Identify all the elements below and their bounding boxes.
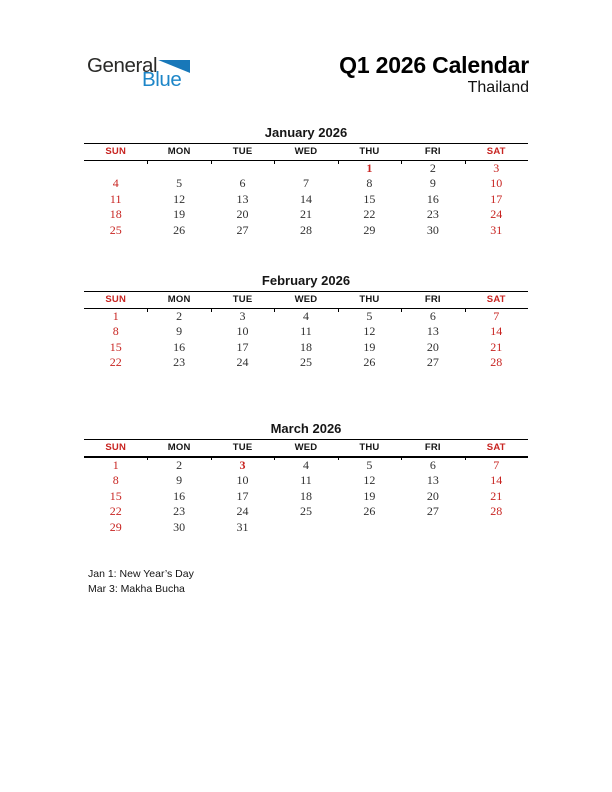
weekday-header: SAT xyxy=(486,294,506,306)
date-cell: 8 xyxy=(112,473,119,488)
weekday-header: SUN xyxy=(105,294,127,306)
date-cell: 26 xyxy=(363,355,376,370)
week-row xyxy=(84,473,528,489)
date-cell: 17 xyxy=(236,339,249,354)
weekday-header: MON xyxy=(167,146,191,158)
month-january xyxy=(84,124,528,238)
column-tick xyxy=(401,456,402,460)
date-cell: 12 xyxy=(363,324,376,339)
month-grid xyxy=(84,439,528,535)
date-cell: 21 xyxy=(299,207,312,222)
date-cell: 20 xyxy=(426,339,439,354)
date-cell: 12 xyxy=(363,473,376,488)
date-cell: 22 xyxy=(363,207,376,222)
date-cell: 7 xyxy=(493,457,500,472)
date-cell: 31 xyxy=(490,222,503,237)
date-cell: 10 xyxy=(236,473,249,488)
month-march xyxy=(84,420,528,535)
date-cell: 11 xyxy=(109,191,122,206)
column-tick xyxy=(147,308,148,312)
date-cell: 29 xyxy=(363,222,376,237)
date-cell: 8 xyxy=(366,176,373,191)
date-cell: 11 xyxy=(300,473,312,488)
date-cell: 30 xyxy=(173,519,186,534)
date-cell: 18 xyxy=(299,339,312,354)
date-cell: 18 xyxy=(109,207,122,222)
weekday-header: WED xyxy=(294,146,318,158)
weekday-header-row xyxy=(84,440,528,458)
date-cell: 23 xyxy=(426,207,439,222)
week-row xyxy=(84,458,528,474)
month-grid xyxy=(84,291,528,371)
weekday-header-row xyxy=(84,292,528,309)
column-tick xyxy=(465,456,466,460)
date-cell: 6 xyxy=(429,457,436,472)
date-cell: 14 xyxy=(490,473,503,488)
month-title: March 2026 xyxy=(270,421,342,436)
weekday-header: FRI xyxy=(424,442,441,454)
date-cell: 21 xyxy=(490,339,503,354)
date-cell: 17 xyxy=(236,488,249,503)
date-cell: 3 xyxy=(239,308,246,323)
weekday-header: SAT xyxy=(486,442,506,454)
month-title: February 2026 xyxy=(261,273,351,288)
weekday-header: WED xyxy=(294,294,318,306)
column-tick xyxy=(465,160,466,164)
weekday-header: THU xyxy=(359,442,380,454)
date-cell: 15 xyxy=(109,488,122,503)
week-row xyxy=(84,176,528,192)
week-row xyxy=(84,324,528,340)
column-tick xyxy=(211,456,212,460)
week-row xyxy=(84,340,528,356)
date-cell: 24 xyxy=(236,355,249,370)
date-cell: 19 xyxy=(363,488,376,503)
column-tick xyxy=(274,160,275,164)
column-tick xyxy=(465,308,466,312)
date-cell: 5 xyxy=(366,308,373,323)
column-tick xyxy=(401,308,402,312)
month-february xyxy=(84,272,528,371)
date-cell: 22 xyxy=(109,504,122,519)
weekday-header-row xyxy=(84,144,528,161)
column-tick xyxy=(147,456,148,460)
holiday-note: Jan 1: New Year’s Day xyxy=(88,568,194,580)
date-cell: 27 xyxy=(426,504,439,519)
date-cell: 13 xyxy=(236,191,249,206)
date-cell: 1 xyxy=(366,160,373,175)
weekday-header: TUE xyxy=(232,146,253,158)
date-cell: 2 xyxy=(176,457,183,472)
date-cell: 23 xyxy=(173,355,186,370)
date-cell: 5 xyxy=(366,457,373,472)
date-cell: 20 xyxy=(236,207,249,222)
date-cell: 2 xyxy=(176,308,183,323)
column-tick xyxy=(211,160,212,164)
week-row xyxy=(84,504,528,520)
date-cell: 9 xyxy=(176,324,183,339)
date-cell: 21 xyxy=(490,488,503,503)
week-row xyxy=(84,309,528,325)
page-subtitle: Thailand xyxy=(467,79,529,96)
weekday-header: FRI xyxy=(424,294,441,306)
weekday-header: WED xyxy=(294,442,318,454)
logo-text-general: General xyxy=(87,54,158,77)
month-title: January 2026 xyxy=(264,125,348,140)
date-cell: 7 xyxy=(302,176,309,191)
date-cell: 14 xyxy=(490,324,503,339)
date-cell: 19 xyxy=(363,339,376,354)
date-cell: 10 xyxy=(490,176,503,191)
date-cell: 3 xyxy=(493,160,500,175)
date-cell: 9 xyxy=(429,176,436,191)
date-cell: 4 xyxy=(112,176,119,191)
weekday-header: SUN xyxy=(105,442,127,454)
column-tick xyxy=(274,308,275,312)
date-cell: 1 xyxy=(112,457,119,472)
date-cell: 3 xyxy=(239,457,246,472)
date-cell: 4 xyxy=(302,457,309,472)
date-cell: 29 xyxy=(109,519,122,534)
weekday-header: MON xyxy=(167,294,191,306)
date-cell: 15 xyxy=(109,339,122,354)
week-row xyxy=(84,223,528,239)
date-cell: 28 xyxy=(490,504,503,519)
date-cell: 2 xyxy=(429,160,436,175)
date-cell: 22 xyxy=(109,355,122,370)
holiday-notes xyxy=(88,567,194,596)
page-title: Q1 2026 Calendar xyxy=(339,52,529,78)
weekday-header: MON xyxy=(167,442,191,454)
date-cell: 20 xyxy=(426,488,439,503)
date-cell: 8 xyxy=(112,324,119,339)
date-cell: 16 xyxy=(426,191,439,206)
title-block xyxy=(339,53,529,97)
date-cell: 5 xyxy=(176,176,183,191)
week-row xyxy=(84,520,528,536)
date-cell: 25 xyxy=(299,504,312,519)
date-cell: 4 xyxy=(302,308,309,323)
date-cell: 24 xyxy=(236,504,249,519)
holiday-note: Mar 3: Makha Bucha xyxy=(88,582,185,595)
week-row xyxy=(84,207,528,223)
date-cell: 13 xyxy=(426,324,439,339)
date-cell: 6 xyxy=(429,308,436,323)
logo-text-blue: Blue xyxy=(142,68,182,91)
date-cell: 9 xyxy=(176,473,183,488)
column-tick xyxy=(274,456,275,460)
date-cell: 16 xyxy=(173,339,186,354)
date-cell: 27 xyxy=(426,355,439,370)
date-cell: 23 xyxy=(173,504,186,519)
date-cell: 25 xyxy=(299,355,312,370)
date-cell: 10 xyxy=(236,324,249,339)
date-cell: 25 xyxy=(109,222,122,237)
week-row xyxy=(84,355,528,371)
weekday-header: THU xyxy=(359,294,380,306)
date-cell: 16 xyxy=(173,488,186,503)
weekday-header: SUN xyxy=(105,146,127,158)
column-tick xyxy=(338,308,339,312)
date-cell: 14 xyxy=(299,191,312,206)
date-cell: 7 xyxy=(493,308,500,323)
date-cell: 26 xyxy=(173,222,186,237)
date-cell: 26 xyxy=(363,504,376,519)
week-row xyxy=(84,489,528,505)
date-cell: 30 xyxy=(426,222,439,237)
general-blue-logo xyxy=(87,54,190,91)
date-cell: 1 xyxy=(112,308,119,323)
column-tick xyxy=(338,160,339,164)
date-cell: 31 xyxy=(236,519,249,534)
date-cell: 13 xyxy=(426,473,439,488)
date-cell: 27 xyxy=(236,222,249,237)
date-cell: 15 xyxy=(363,191,376,206)
weekday-header: TUE xyxy=(232,294,253,306)
week-row xyxy=(84,192,528,208)
date-cell: 11 xyxy=(300,324,312,339)
column-tick xyxy=(147,160,148,164)
date-cell: 17 xyxy=(490,191,503,206)
month-grid xyxy=(84,143,528,238)
column-tick xyxy=(211,308,212,312)
weekday-header: SAT xyxy=(486,146,506,158)
column-tick xyxy=(338,456,339,460)
date-cell: 6 xyxy=(239,176,246,191)
date-cell: 19 xyxy=(173,207,186,222)
weekday-header: TUE xyxy=(232,442,253,454)
weekday-header: THU xyxy=(359,146,380,158)
column-tick xyxy=(401,160,402,164)
weekday-header: FRI xyxy=(424,146,441,158)
date-cell: 18 xyxy=(299,488,312,503)
date-cell: 12 xyxy=(173,191,186,206)
week-row xyxy=(84,161,528,177)
date-cell: 28 xyxy=(490,355,503,370)
date-cell: 28 xyxy=(299,222,312,237)
date-cell: 24 xyxy=(490,207,503,222)
